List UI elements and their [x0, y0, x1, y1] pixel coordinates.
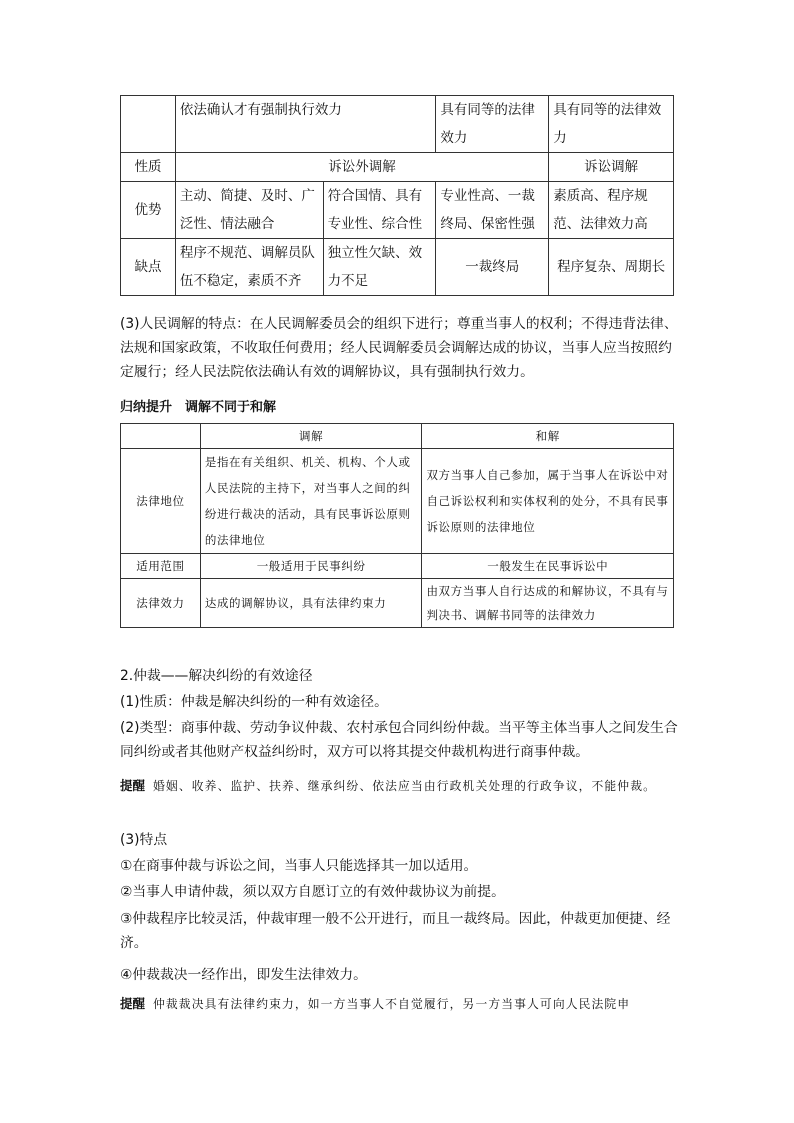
tip-label: 提醒: [120, 778, 146, 793]
row-label: 法律效力: [121, 579, 201, 628]
table-cell: 诉讼外调解: [175, 153, 548, 182]
table-cell: [121, 424, 201, 449]
arbitration-title: 2.仲裁——解决纠纷的有效途径: [120, 668, 313, 684]
table-cell: 是指在有关组织、机关、机构、个人或人民法院的主持下，对当事人之间的纠纷进行裁决的活动，具有民事诉讼原则的法律地位: [200, 449, 422, 554]
mediation-comparison-table: [120, 95, 674, 296]
tip-text: 仲裁裁决具有法律约束力，如一方当事人不自觉履行，另一方当事人可向人民法院申: [153, 997, 631, 1011]
table-row: [121, 579, 674, 628]
feature-item: ②当事人申请仲裁，须以双方自愿订立的有效仲裁协议为前提。: [120, 884, 505, 900]
table-row: [121, 424, 674, 449]
features-title: (3)特点: [120, 832, 168, 848]
arbitration-nature: (1)性质：仲裁是解决纠纷的一种有效途径。: [120, 694, 388, 710]
table-row: [121, 182, 674, 239]
feature-item: ①在商事仲裁与诉讼之间，当事人只能选择其一加以适用。: [120, 858, 478, 874]
row-label: 法律地位: [121, 449, 201, 554]
arbitration-types: (2)类型：商事仲裁、劳动争议仲裁、农村承包合同纠纷仲裁。当平等主体当事人之间发生合同纠纷或者其他财产权益纠纷时，双方可以将其提交仲裁机构进行商事仲裁。: [120, 720, 678, 760]
feature-item: ④仲裁裁决一经作出，即发生法律效力。: [120, 967, 367, 983]
table-cell: 达成的调解协议，具有法律约束力: [200, 579, 422, 628]
people-mediation-paragraph: (3)人民调解的特点：在人民调解委员会的组织下进行；尊重当事人的权利；不得违背法律、法规和国家政策，不收取任何费用；经人民调解委员会调解达成的协议，当事人应当按照约定履行；经人民法院依法确认有效的调解协议，具有强制执行效力。: [120, 316, 678, 380]
tip-label: 提醒: [120, 996, 146, 1011]
summary-heading: 归纳提升 调解不同于和解: [120, 400, 277, 415]
column-header: 和解: [422, 424, 674, 449]
table-cell: 依法确认才有强制执行效力: [175, 96, 436, 153]
table-row: [121, 153, 674, 182]
column-header: 调解: [200, 424, 422, 449]
table-cell: 双方当事人自己参加，属于当事人在诉讼中对自己诉讼权利和实体权利的处分，不具有民事诉讼原则的法律地位: [422, 449, 674, 554]
table-cell: 诉讼调解: [549, 153, 674, 182]
tip-text: 婚姻、收养、监护、扶养、继承纠纷、依法应当由行政机关处理的行政争议，不能仲裁。: [153, 779, 656, 793]
row-label: 优势: [121, 182, 176, 239]
table-cell: 具有同等的法律效力: [549, 96, 674, 153]
mediation-vs-settlement-table: [120, 423, 674, 628]
table-row: [121, 96, 674, 153]
row-label: 缺点: [121, 239, 176, 296]
table-cell: [121, 96, 176, 153]
table-cell: 具有同等的法律效力: [436, 96, 549, 153]
table-cell: 独立性欠缺、效力不足: [323, 239, 436, 296]
feature-item: ③仲裁程序比较灵活，仲裁审理一般不公开进行，而且一裁终局。因此，仲裁更加便捷、经济。: [120, 911, 671, 951]
table-cell: 主动、简捷、及时、广泛性、情法融合: [175, 182, 323, 239]
tip-note: [120, 774, 680, 798]
table-cell: 一裁终局: [436, 239, 549, 296]
table-cell: 符合国情、具有专业性、综合性: [323, 182, 436, 239]
table-cell: 程序不规范、调解员队伍不稳定，素质不齐: [175, 239, 323, 296]
table-row: [121, 554, 674, 579]
table-row: [121, 239, 674, 296]
table-cell: 程序复杂、周期长: [549, 239, 674, 296]
row-label: 适用范围: [121, 554, 201, 579]
table-cell: 专业性高、一裁终局、保密性强: [436, 182, 549, 239]
table-cell: 素质高、程序规范、法律效力高: [549, 182, 674, 239]
table-cell: 由双方当事人自行达成的和解协议，不具有与判决书、调解书同等的法律效力: [422, 579, 674, 628]
table-cell: 一般适用于民事纠纷: [200, 554, 422, 579]
row-label: 性质: [121, 153, 176, 182]
table-cell: 一般发生在民事诉讼中: [422, 554, 674, 579]
tip-note: [120, 992, 680, 1016]
table-row: [121, 449, 674, 554]
